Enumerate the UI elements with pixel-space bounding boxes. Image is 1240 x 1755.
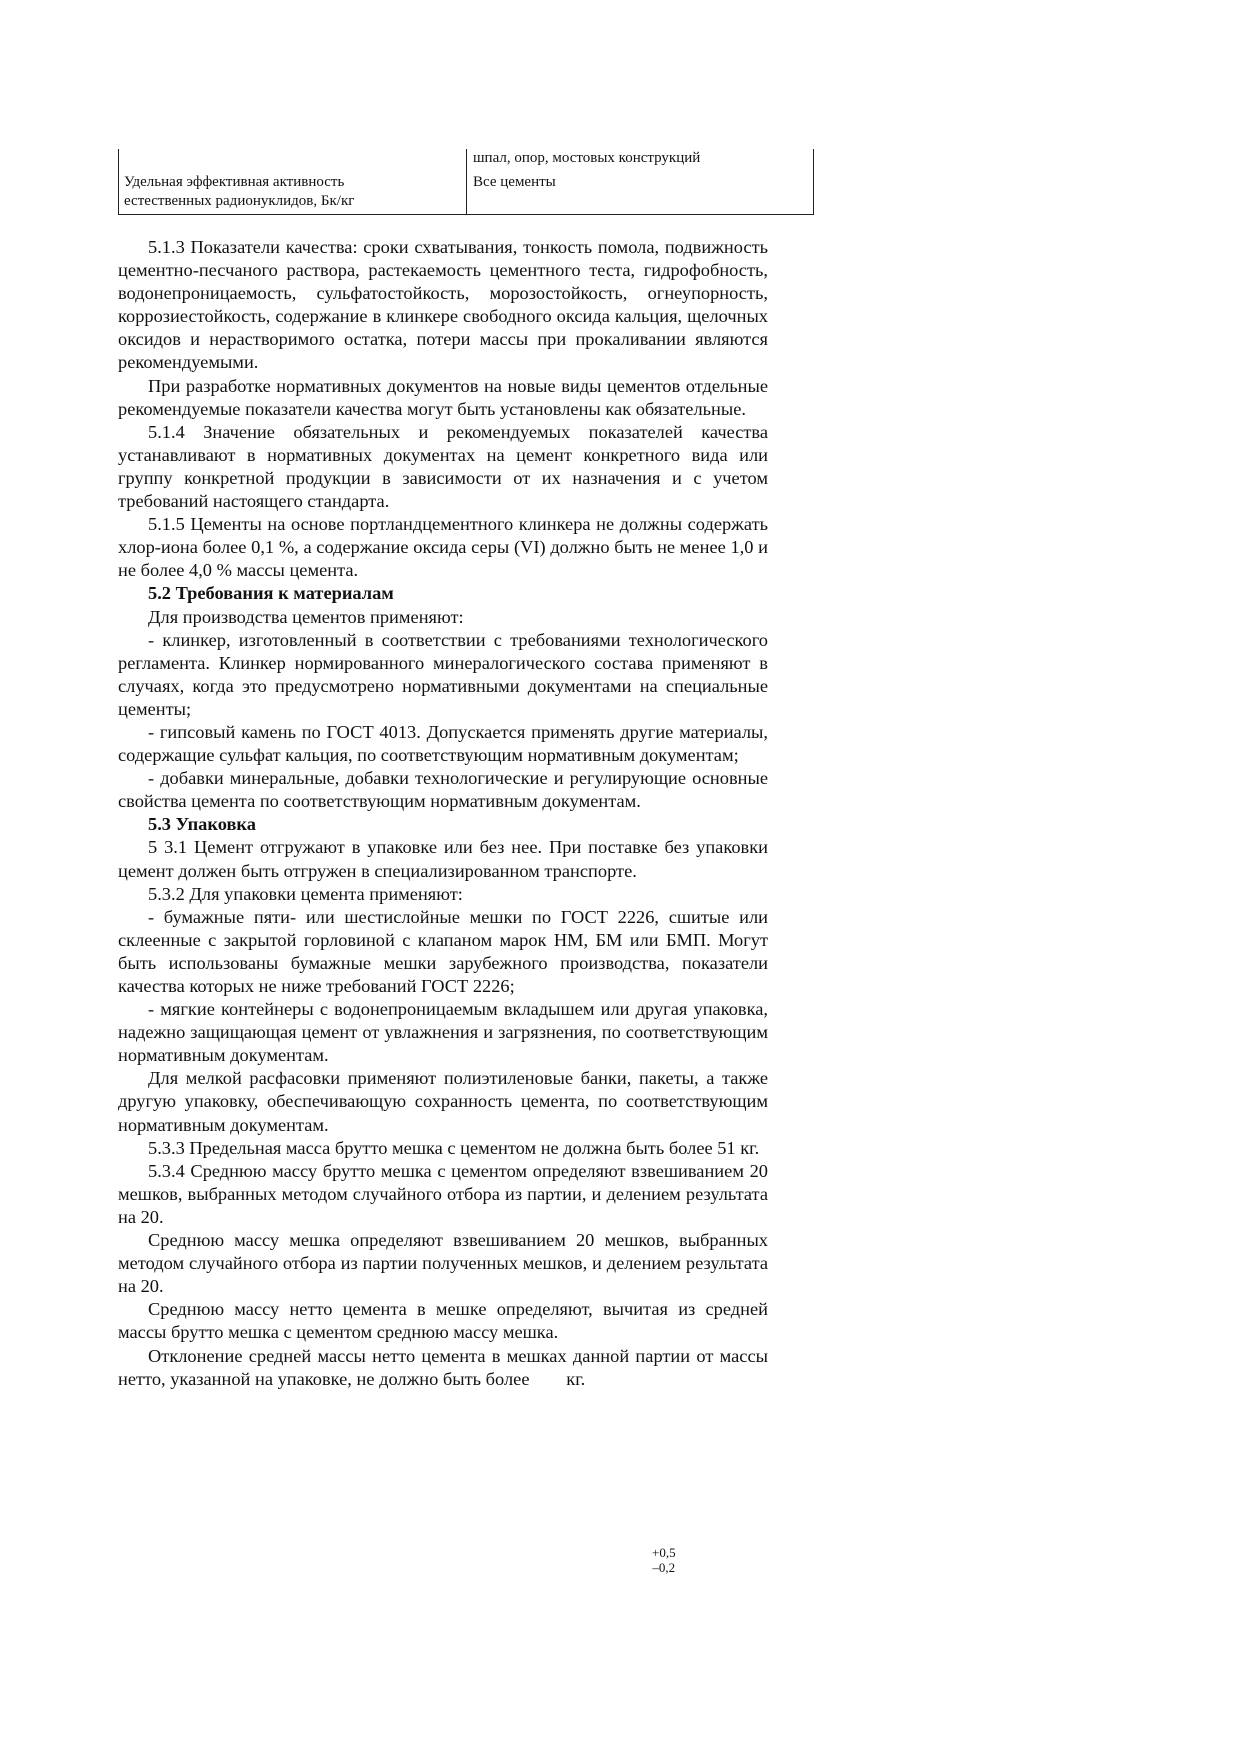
table-column-divider: [466, 149, 467, 214]
tolerance-upper: +0,5: [652, 1545, 676, 1560]
body-text: [118, 236, 773, 1391]
table-cell-indicator-line1: Удельная эффективная активность: [124, 174, 345, 190]
section-heading-5-2: 5.2 Требования к материалам: [148, 583, 394, 604]
list-item-gypsum: - гипсовый камень по ГОСТ 4013. Допускается применять другие материалы, содержащие сульфат кальция, по соответствующим нормативным документам;: [118, 721, 768, 766]
tolerance-lower: –0,2: [652, 1560, 676, 1575]
list-item-additives: - добавки минеральные, добавки технологические и регулирующие основные свойства цемента по соответствующим нормативным документам.: [118, 768, 768, 812]
table-cell-indicator-line2: естественных радионуклидов, Бк/кг: [124, 193, 355, 209]
paragraph-bag-mass: Среднюю массу мешка определяют взвешиванием 20 мешков, выбранных методом случайного отбора из партии полученных мешков, и делением результата на 20.: [118, 1230, 768, 1297]
paragraph-5-1-3: 5.1.3 Показатели качества: сроки схватывания, тонкость помола, подвижность цементно-песчаного раствора, растекаемость цементного теста, гидрофобность, водонепроницаемость, сульфатостойкость, морозостойкость, огнеупорность, коррозиестойкость, содержание в клинкере свободного оксида кальция, щелочных оксидов и нерастворимого остатка, потери массы при прокаливании являются рекомендуемыми.: [118, 237, 768, 373]
paragraph-5-3-3: 5.3.3 Предельная масса брутто мешка с цементом не должна быть более 51 кг.: [148, 1137, 760, 1158]
paragraph-new-cements: При разработке нормативных документов на новые виды цементов отдельные рекомендуемые показатели качества могут быть установлены как обязательные.: [118, 375, 768, 419]
list-item-soft-containers: - мягкие контейнеры с водонепроницаемым вкладышем или другая упаковка, надежно защищающая цемент от увлажнения и загрязнения, по соответствующим нормативным документам.: [118, 999, 768, 1066]
list-item-clinker: - клинкер, изготовленный в соответствии с требованиями технологического регламента. Клинкер нормированного минералогического состава применяют в случаях, когда это предусмотрено нормативными документами на специальные цементы;: [118, 629, 768, 719]
list-item-paper-bags: - бумажные пяти- или шестислойные мешки по ГОСТ 2226, сшитые или склеенные с закрытой горловиной с клапаном марок НМ, БМ или БМП. Могут быть использованы бумажные мешки зарубежного производства, показатели качества которых не ниже требований ГОСТ 2226;: [118, 906, 768, 996]
paragraph-5-3-2: 5.3.2 Для упаковки цемента применяют:: [148, 883, 463, 904]
table-cell-applies-to: Все цементы: [473, 174, 556, 190]
paragraph-5-1-5: 5.1.5 Цементы на основе портландцементного клинкера не должны содержать хлор-иона более 0,1 %, а содержание оксида серы (VI) должно быть не менее 1,0 и не более 4,0 % массы цемента.: [118, 514, 768, 581]
requirements-table-fragment: [118, 149, 814, 215]
paragraph-5-3-1: 5 3.1 Цемент отгружают в упаковке или без нее. При поставке без упаковки цемент должен быть отгружен в специализированном транспорте.: [118, 837, 768, 881]
paragraph-deviation: Отклонение средней массы нетто цемента в мешках данной партии от массы нетто, указанной на упаковке, не должно быть более кг.: [118, 1345, 773, 1389]
paragraph-net-mass: Среднюю массу нетто цемента в мешке определяют, вычитая из средней массы брутто мешка с цементом среднюю массу мешка.: [118, 1299, 768, 1343]
tolerance-value: [652, 1545, 676, 1575]
table-cell-application-continued: шпал, опор, мостовых конструкций: [473, 150, 701, 166]
section-heading-5-3: 5.3 Упаковка: [148, 814, 256, 835]
paragraph-5-1-4: 5.1.4 Значение обязательных и рекомендуемых показателей качества устанавливают в нормативных документах на цемент конкретного вида или группу конкретной продукции в зависимости от их назначения и с учетом требований настоящего стандарта.: [118, 421, 768, 512]
paragraph-5-3-4: 5.3.4 Среднюю массу брутто мешка с цементом определяют взвешиванием 20 мешков, выбранных методом случайного отбора из партии, и делением результата на 20.: [118, 1160, 768, 1227]
paragraph-small-packaging: Для мелкой расфасовки применяют полиэтиленовые банки, пакеты, а также другую упаковку, обеспечивающую сохранность цемента, по соответствующим нормативным документам.: [118, 1068, 768, 1135]
paragraph-materials-intro: Для производства цементов применяют:: [148, 606, 464, 627]
